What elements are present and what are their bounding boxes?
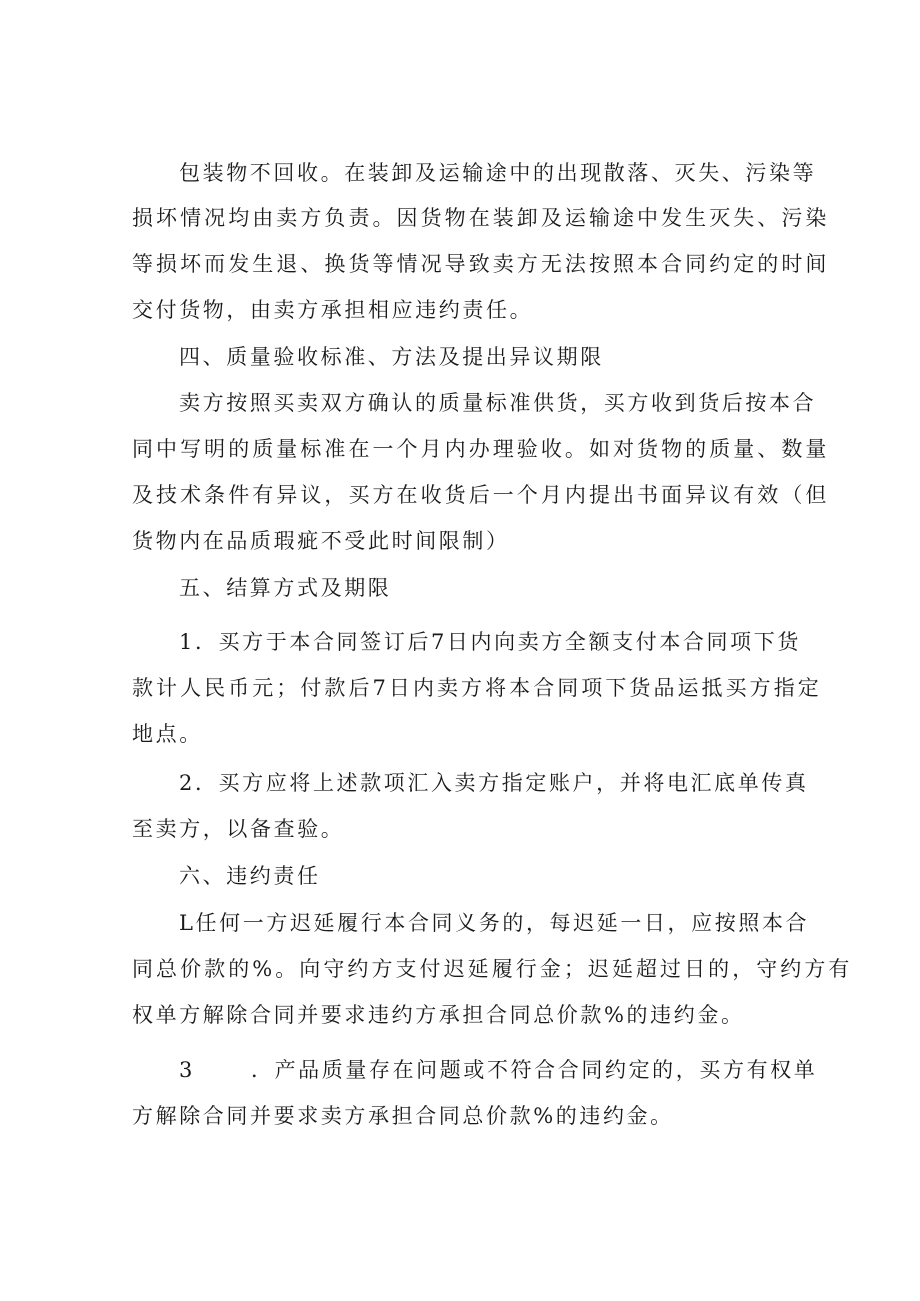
text-line: 同总价款的%。向守约方支付迟延履行金；迟延超过日的，守约方有 (132, 957, 853, 981)
text-line: 及技术条件有异议，买方在收货后一个月内提出书面异议有效（但 (132, 483, 830, 507)
text-line: 方解除合同并要求卖方承担合同总价款%的违约金。 (132, 1104, 674, 1128)
heading-text: 五、结算方式及期限 (179, 576, 392, 600)
item-number: 3 (179, 1058, 195, 1082)
text-line: 地点。 (132, 722, 203, 746)
text-line: 包装物不回收。在装卸及运输途中的出现散落、灭失、污染等 (179, 161, 817, 185)
text-line (179, 1055, 817, 1085)
heading-text: 四、质量验收标准、方法及提出异议期限 (179, 345, 604, 369)
text-line: 卖方按照买卖双方确认的质量标准供货，买方收到货后按本合 (179, 391, 817, 415)
text-line: 1．买方于本合同签订后7日内向卖方全额支付本合同项下货 (179, 630, 801, 654)
text-line: 2．买方应将上述款项汇入卖方指定账户，并将电汇底单传真 (179, 771, 809, 795)
item-text: ．产品质量存在问题或不符合合同约定的，买方有权单 (250, 1058, 818, 1082)
heading-text: 六、违约责任 (179, 864, 321, 888)
text-line: 交付货物，由卖方承担相应违约责任。 (132, 298, 534, 322)
text-line: 货物内在品质瑕疵不受此时间限制） (132, 529, 510, 553)
text-line: 款计人民币元；付款后7日内卖方将本合同项下货品运抵买方指定 (132, 676, 822, 700)
text-line: L任何一方迟延履行本合同义务的，每迟延一日，应按照本合 (179, 911, 810, 935)
text-line: 权单方解除合同并要求违约方承担合同总价款%的违约金。 (132, 1003, 745, 1027)
text-line: 等损坏而发生退、换货等情况导致卖方无法按照本合同约定的时间 (132, 252, 830, 276)
text-line: 同中写明的质量标准在一个月内办理验收。如对货物的质量、数量 (132, 437, 830, 461)
text-line: 至卖方，以备查验。 (132, 817, 345, 841)
text-line: 损坏情况均由卖方负责。因货物在装卸及运输途中发生灭失、污染 (132, 206, 830, 230)
